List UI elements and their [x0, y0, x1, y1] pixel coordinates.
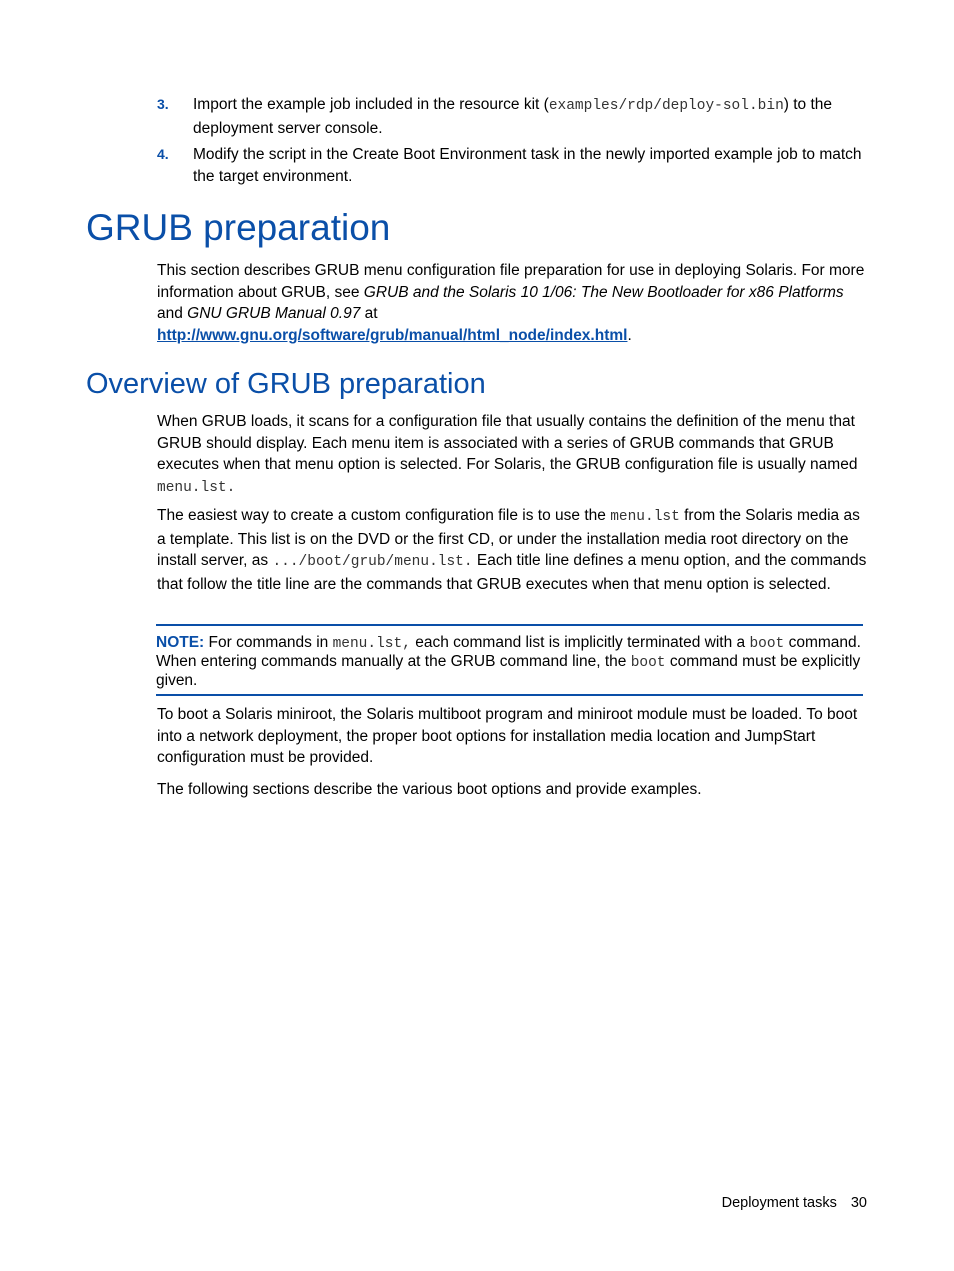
overview-body-continued: [157, 704, 869, 810]
paragraph: The easiest way to create a custom configuration file is to use the menu.lst from the Solaris media as a template. This list is on the DVD or the first CD, or under the installation media root directory on the install server, as .../boot/grub/menu.lst. Each title line defines a menu option, and the commands that follow the title line are the commands that GRUB executes when that menu option is selected.: [157, 507, 867, 593]
page-footer: [722, 1193, 867, 1215]
code-filename: menu.lst: [610, 509, 680, 525]
overview-body: [157, 411, 869, 605]
code-path: .../boot/grub/menu.lst.: [272, 554, 473, 570]
paragraph: When GRUB loads, it scans for a configuration file that usually contains the definition of the menu that GRUB should display. Each menu item is associated with a series of GRUB commands that GRUB executes when that menu option is selected. For Solaris, the GRUB configuration file is usually named menu.lst.: [157, 413, 858, 496]
code-filename: menu.lst,: [332, 636, 411, 652]
section-heading-grub-preparation: GRUB preparation: [86, 207, 391, 248]
code-command: boot: [630, 655, 666, 671]
step-number: 4.: [157, 146, 169, 162]
note-box: NOTE: For commands in menu.lst, each command list is implicitly terminated with a boot command. When entering commands manually at the GRUB command line, the boot command must be explicitly given.: [156, 624, 863, 696]
section-heading-overview: Overview of GRUB preparation: [86, 368, 486, 400]
paragraph: To boot a Solaris miniroot, the Solaris multiboot program and miniroot module must be loaded. To boot into a network deployment, the proper boot options for installation media location and JumpStart configuration must be provided.: [157, 706, 858, 766]
page-number: 30: [850, 1195, 867, 1211]
step-number: 3.: [157, 96, 169, 112]
code-command: boot: [749, 636, 785, 652]
paragraph: The following sections describe the various boot options and provide examples.: [157, 780, 702, 798]
footer-section-title: Deployment tasks: [721, 1195, 837, 1211]
list-item: [157, 94, 869, 139]
grub-intro-paragraph: This section describes GRUB menu configuration file preparation for use in deploying Solaris. For more information about GRUB, see GRUB and the Solaris 10 1/06: The New Bootloader for x86 Platforms and GNU GRUB Manual 0.97 at http://www.gnu.org/software/grub/manual/html_node/index.html.: [157, 262, 865, 344]
list-item: [157, 144, 869, 187]
step-text: Modify the script in the Create Boot Environment task in the newly imported example job to match the target environment.: [193, 146, 862, 185]
reference-title: GNU GRUB Manual 0.97: [187, 305, 361, 322]
reference-title: GRUB and the Solaris 10 1/06: The New Bootloader for x86 Platforms: [363, 283, 844, 301]
note-label: NOTE:: [156, 634, 205, 651]
gnu-grub-manual-link[interactable]: http://www.gnu.org/software/grub/manual/html_node/index.html: [157, 326, 628, 344]
numbered-steps: [157, 94, 869, 192]
code-filename: menu.lst.: [157, 479, 236, 496]
code-path: examples/rdp/deploy-sol.bin: [548, 98, 784, 114]
step-text: Import the example job included in the resource kit (examples/rdp/deploy-sol.bin) to the deployment server console.: [193, 96, 833, 137]
